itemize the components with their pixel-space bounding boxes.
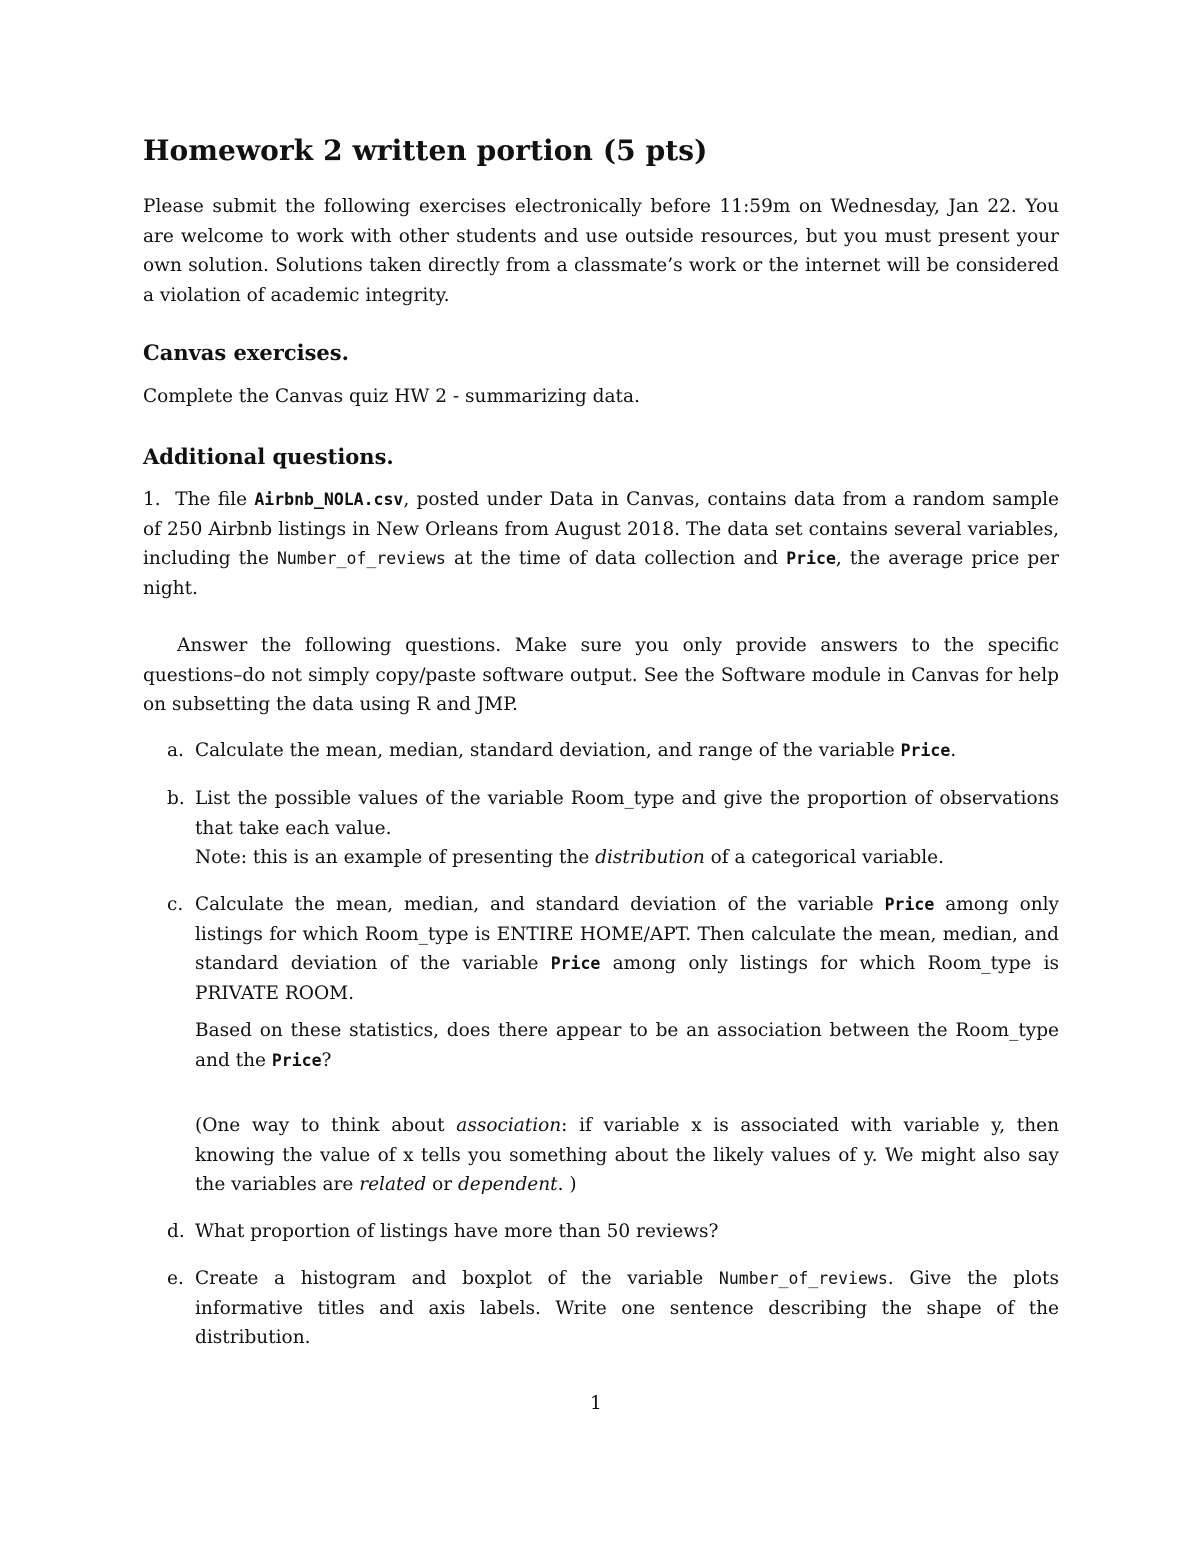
item-c-p3-text-1: (One way to think about bbox=[195, 1115, 457, 1136]
item-c-paragraph-1 bbox=[195, 890, 1059, 1008]
question-1 bbox=[143, 485, 1059, 603]
item-b-note-em: distribution bbox=[595, 847, 705, 868]
item-a-var: Price bbox=[900, 741, 951, 760]
item-c-p3-em-1: association bbox=[456, 1115, 562, 1136]
item-c-p2-var: Price bbox=[271, 1050, 322, 1070]
item-b-text: List the possible values of the variable Room_type and give the proportion of observations that take each value. bbox=[195, 788, 1059, 839]
page-title: Homework 2 written portion (5 pts) bbox=[143, 134, 708, 167]
q1-text-3: at the time of data collection and bbox=[445, 548, 787, 569]
item-e-body bbox=[195, 1264, 1059, 1353]
item-b-note bbox=[195, 843, 1059, 873]
canvas-text: Complete the Canvas quiz HW 2 - summarizing data. bbox=[143, 386, 640, 407]
additional-heading: Additional questions. bbox=[143, 444, 394, 469]
item-a-text-2: . bbox=[950, 740, 957, 761]
item-c-var-1: Price bbox=[884, 895, 935, 914]
item-c-text-2: among only listings for which Room_type is ENTIRE HOME/APT. Then calculate the mean, median, and standard deviation of the variable bbox=[195, 894, 1059, 974]
q1-text-4: , the average price per night. bbox=[143, 548, 1059, 599]
item-e-text-1: Create a histogram and boxplot of the variable bbox=[195, 1268, 719, 1289]
item-c-marker: c. bbox=[167, 894, 184, 915]
item-c-p3-text-3: or bbox=[426, 1174, 458, 1195]
item-c-body bbox=[195, 890, 1059, 1200]
item-e-marker: e. bbox=[167, 1268, 184, 1289]
q1-filename: Airbnb_NOLA.csv bbox=[254, 490, 404, 509]
q1-var-reviews: Number_of_reviews bbox=[276, 549, 446, 568]
instructions-paragraph: Answer the following questions. Make sure you only provide answers to the specific questions–do not simply copy/paste software output. See the Software module in Canvas for help on subsetting the data using R and JMP. bbox=[143, 635, 1059, 715]
item-c-p2-text-2: ? bbox=[321, 1049, 332, 1071]
q1-var-price: Price bbox=[786, 549, 836, 568]
canvas-heading: Canvas exercises. bbox=[143, 340, 349, 365]
item-e-text-2: . Give the plots informative titles and axis labels. Write one sentence describing the shape of the distribution. bbox=[195, 1268, 1059, 1348]
item-c-text-3: among only listings for which Room_type is PRIVATE ROOM. bbox=[195, 953, 1059, 1004]
item-c-p3-em-3: dependent bbox=[457, 1174, 558, 1195]
item-d-text: What proportion of listings have more than 50 reviews? bbox=[195, 1221, 719, 1242]
item-d-marker: d. bbox=[167, 1221, 185, 1242]
q1-text-2: , posted under Data in Canvas, contains data from a random sample of 250 Airbnb listings in New Orleans from August 2018. The data set contains several variables, including the bbox=[143, 489, 1060, 569]
item-c-var-2: Price bbox=[550, 954, 601, 973]
item-b-note-1: Note: this is an example of presenting the bbox=[195, 847, 596, 868]
item-b-body bbox=[195, 784, 1059, 873]
item-a-body bbox=[195, 736, 1059, 766]
item-c-p3-text-2: : if variable x is associated with variable y, then knowing the value of x tells you something about the likely values of y. We might also say the variables are bbox=[195, 1115, 1059, 1195]
item-a-text-1: Calculate the mean, median, standard deviation, and range of the variable bbox=[195, 740, 901, 761]
item-c-p3-text-4: . ) bbox=[557, 1174, 577, 1195]
item-c-paragraph-2 bbox=[195, 1016, 1059, 1075]
item-c-paragraph-3 bbox=[195, 1111, 1059, 1200]
item-c-text-1: Calculate the mean, median, and standard deviation of the variable bbox=[195, 894, 885, 915]
item-c-p2-text-1: Based on these statistics, does there appear to be an association between the Room_type and the bbox=[195, 1020, 1059, 1071]
q1-text-1: The file bbox=[175, 489, 255, 510]
item-a-marker: a. bbox=[167, 740, 184, 761]
intro-paragraph: Please submit the following exercises electronically before 11:59m on Wednesday, Jan 22. You are welcome to work with other students and use outside resources, but you must present your own solution. Solutions taken directly from a classmate’s work or the internet will be considered a violation of academic integrity. bbox=[143, 196, 1059, 306]
page-number: 1 bbox=[590, 1393, 602, 1414]
item-e-var: Number_of_reviews bbox=[718, 1269, 888, 1288]
question-1-number: 1. bbox=[143, 489, 161, 510]
item-c-p3-em-2: related bbox=[359, 1174, 427, 1195]
item-b-marker: b. bbox=[167, 788, 185, 809]
item-b-note-2: of a categorical variable. bbox=[704, 847, 944, 868]
